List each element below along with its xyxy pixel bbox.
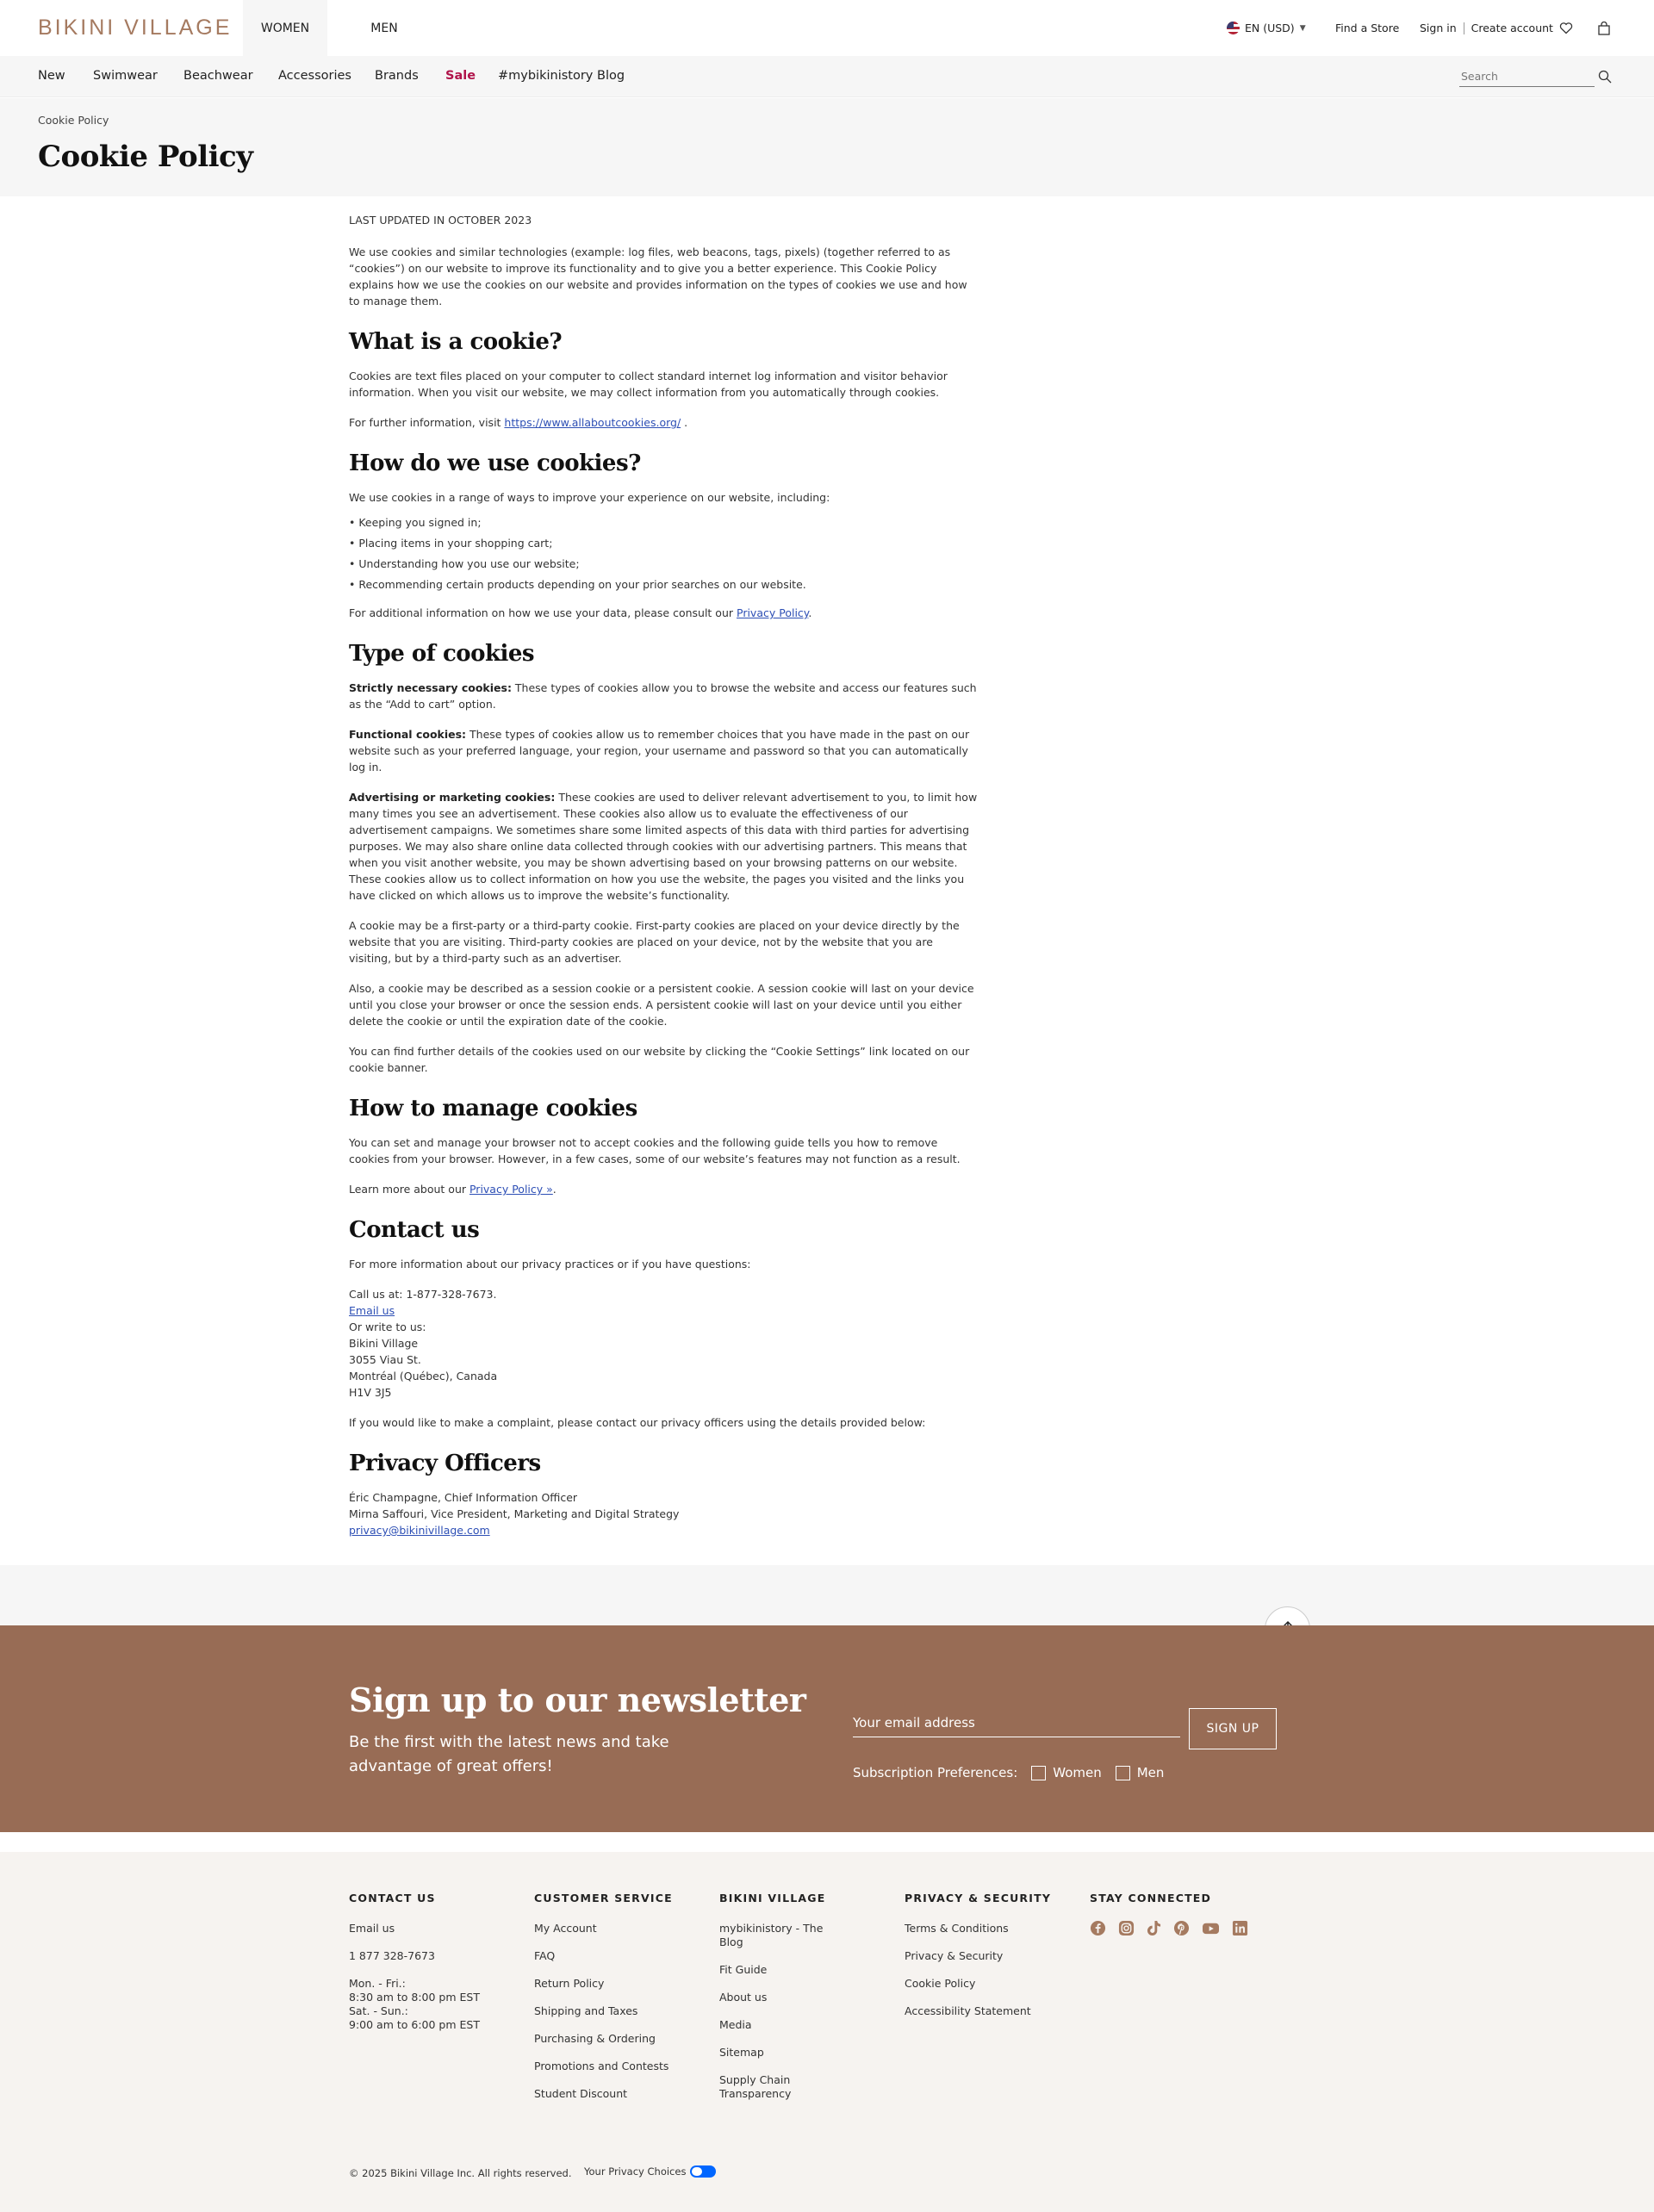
footer-privacy-column (905, 1892, 1051, 2032)
footer-link-accessibility[interactable]: Accessibility Statement (905, 2004, 1031, 2017)
footer-heading: BIKINI VILLAGE (719, 1892, 826, 1904)
hours-line: 9:00 am to 6:00 pm EST (349, 2018, 480, 2031)
functional-text: These types of cookies allow us to remember choices that you have made in the past on our website such as your preferred language, your region, your username and password so that you can automatically log in. (349, 728, 970, 774)
footer-link-cookie-policy[interactable]: Cookie Policy (905, 1977, 976, 1990)
strict-text: These types of cookies allow you to browse the website and access our features such as the “Add to cart” option. (349, 681, 977, 711)
manage-paragraph: You can set and manage your browser not to accept cookies and the following guide tells you how to remove cookies from your browser. However, in a few cases, some of our website’s features may not function as a result. (349, 1136, 961, 1165)
privacy-choices-label: Your Privacy Choices (584, 2165, 687, 2178)
advertising-text: These cookies are used to deliver relevant advertisement to you, to limit how many times you see an advertisement. These cookies also allow us to evaluate the effectiveness of our advertisement campaigns. We sometimes share some limited aspects of this data with third parties for advertising purposes. We may also share online data collected through cookies with our advertising partners. This means that when you visit another website, you may be shown advertising based on your browsing patterns on our website. These cookies allow us to collect information on how you use the website, the pages you visited and the links you have clicked on which allows us to improve the website’s functionality. (349, 791, 978, 902)
women-checkbox-label[interactable]: Women (1053, 1765, 1102, 1780)
footer-heading: CONTACT US (349, 1892, 436, 1904)
nav-brands[interactable]: Brands (375, 69, 419, 83)
category-nav (0, 56, 1654, 97)
privacy-policy-link[interactable]: Privacy Policy (737, 606, 809, 619)
newsletter-email-input[interactable] (853, 1708, 1180, 1737)
allaboutcookies-link[interactable]: https://www.allaboutcookies.org/ (504, 416, 681, 429)
address-line: 3055 Viau St. (349, 1353, 421, 1366)
chevron-down-icon: ▼ (1299, 23, 1306, 33)
further-info-text: For further information, visit (349, 416, 505, 429)
strict-label: Strictly necessary cookies: (349, 681, 512, 694)
footer-heading: STAY CONNECTED (1090, 1892, 1212, 1904)
privacy-choices-link[interactable] (584, 2165, 716, 2178)
find-store-link[interactable]: Find a Store (1335, 22, 1400, 34)
list-item: • Understanding how you use our website; (349, 557, 580, 570)
footer-link-fit-guide[interactable]: Fit Guide (719, 1963, 768, 1976)
footer-link-shipping[interactable]: Shipping and Taxes (534, 2004, 638, 2017)
functional-label: Functional cookies: (349, 728, 467, 741)
wishlist-button[interactable] (1559, 0, 1573, 56)
functional-cookies-paragraph (349, 726, 978, 775)
hours-line: 8:30 am to 8:00 pm EST (349, 1991, 480, 2004)
newsletter-subtitle: Be the first with the latest news and take advantage of great offers! (349, 1733, 669, 1775)
nav-beachwear[interactable]: Beachwear (183, 69, 253, 83)
locale-label: EN (USD) (1245, 22, 1295, 34)
additional-info-paragraph (349, 605, 978, 621)
breadcrumb[interactable]: Cookie Policy (38, 114, 109, 127)
list-item: • Placing items in your shopping cart; (349, 537, 553, 550)
privacy-policy-more-link[interactable]: Privacy Policy » (469, 1183, 553, 1196)
complaint-paragraph: If you would like to make a complaint, please contact our privacy officers using the details provided below: (349, 1416, 926, 1429)
call-line: Call us at: 1-877-328-7673. (349, 1288, 497, 1301)
footer-link-supply-chain[interactable]: Supply Chain Transparency (719, 2073, 792, 2100)
us-flag-icon (1227, 22, 1240, 34)
advertising-label: Advertising or marketing cookies: (349, 791, 556, 804)
section-heading-types: Type of cookies (349, 641, 535, 667)
address-line: H1V 3J5 (349, 1386, 392, 1399)
what-paragraph: Cookies are text files placed on your computer to collect standard internet log information and visitor behavior information. When you visit our website, we may collect information from you automatically through cookies. (349, 370, 948, 399)
section-heading-officers: Privacy Officers (349, 1451, 541, 1476)
sign-up-button[interactable]: SIGN UP (1189, 1708, 1277, 1749)
footer-link-privacy-security[interactable]: Privacy & Security (905, 1949, 1004, 1962)
officer-line: Éric Champagne, Chief Information Officer (349, 1491, 578, 1504)
search-icon[interactable] (1598, 70, 1612, 84)
social-icons (1090, 1920, 1248, 1936)
contact-intro: For more information about our privacy practices or if you have questions: (349, 1258, 751, 1271)
nav-sale[interactable]: Sale (445, 69, 476, 83)
privacy-email-link[interactable]: privacy@bikinivillage.com (349, 1524, 490, 1537)
facebook-icon[interactable] (1090, 1920, 1106, 1936)
nav-swimwear[interactable]: Swimwear (93, 69, 158, 83)
section-heading-contact: Contact us (349, 1217, 480, 1243)
men-checkbox-label[interactable]: Men (1136, 1765, 1165, 1780)
footer-link-purchasing[interactable]: Purchasing & Ordering (534, 2032, 656, 2045)
advertising-cookies-paragraph (349, 789, 978, 904)
footer-social-column (1090, 1892, 1248, 1936)
bag-icon (1598, 22, 1610, 35)
cart-button[interactable] (1598, 0, 1610, 56)
search-input[interactable] (1459, 66, 1595, 87)
list-item: • Keeping you signed in; (349, 516, 482, 529)
page-title: Cookie Policy (38, 140, 253, 174)
newsletter-title: Sign up to our newsletter (349, 1681, 806, 1719)
footer-link-faq[interactable]: FAQ (534, 1949, 556, 1962)
last-updated: LAST UPDATED IN OCTOBER 2023 (349, 214, 532, 227)
subscription-preferences (853, 1765, 1164, 1780)
address-line: Montréal (Québec), Canada (349, 1370, 498, 1382)
tab-women[interactable]: WOMEN (243, 0, 327, 56)
sign-in-link[interactable]: Sign in (1420, 22, 1457, 34)
list-item: • Recommending certain products depending on your prior searches on our website. (349, 578, 806, 591)
footer-link-student-discount[interactable]: Student Discount (534, 2087, 628, 2100)
men-checkbox[interactable] (1116, 1766, 1130, 1780)
footer-contact-column (349, 1892, 480, 2032)
account-links (1420, 0, 1553, 56)
policy-content (349, 212, 978, 1538)
newsletter-section (0, 1625, 1654, 1832)
privacy-choices-toggle-icon (690, 2165, 716, 2178)
learn-more-text: Learn more about our (349, 1183, 469, 1196)
address-line: Bikini Village (349, 1337, 419, 1350)
top-header (0, 0, 1654, 56)
officer-line: Mirna Saffouri, Vice President, Marketing and Digital Strategy (349, 1507, 680, 1520)
hours-line: Sat. - Sun.: (349, 2004, 408, 2017)
copyright-text: © 2025 Bikini Village Inc. All rights reserved. (349, 2167, 572, 2179)
section-heading-manage: How to manage cookies (349, 1096, 637, 1122)
contact-block (349, 1286, 978, 1401)
footer-heading: PRIVACY & SECURITY (905, 1892, 1052, 1904)
footer-email-link[interactable]: Email us (349, 1922, 395, 1935)
pre-footer-band (0, 1565, 1654, 1625)
how-use-intro: We use cookies in a range of ways to improve your experience on our website, including: (349, 491, 830, 504)
party-paragraph: A cookie may be a first-party or a third-party cookie. First-party cookies are placed on your device directly by the website that you are visiting. Third-party cookies are placed on your device, not by the website that you are visiting, but by a third-party such as an advertiser. (349, 919, 960, 965)
session-paragraph: Also, a cookie may be described as a session cookie or a persistent cookie. A session cookie will last on your device until you close your browser or once the session ends. A persistent cookie will last on your device until you either delete the cookie or until the expiration date of the cookie. (349, 982, 974, 1028)
logo[interactable]: BIKINI VILLAGE (38, 16, 233, 40)
write-line: Or write to us: (349, 1320, 426, 1333)
section-heading-how-use: How do we use cookies? (349, 450, 641, 476)
search-box (1459, 66, 1611, 89)
strict-cookies-paragraph (349, 680, 978, 712)
learn-more-paragraph (349, 1181, 978, 1197)
linkedin-icon[interactable] (1232, 1920, 1248, 1936)
footer-link-blog[interactable]: mybikinistory - The Blog (719, 1922, 824, 1948)
nav-new[interactable]: New (38, 69, 65, 83)
footer (0, 1852, 1654, 2212)
tab-men[interactable]: MEN (370, 21, 398, 35)
create-account-link[interactable]: Create account (1471, 22, 1553, 34)
hours-line: Mon. - Fri.: (349, 1977, 406, 1990)
section-heading-what: What is a cookie? (349, 329, 563, 355)
preferences-label: Subscription Preferences: (853, 1765, 1018, 1780)
learn-more-suffix: . (552, 1183, 557, 1196)
footer-link-my-account[interactable]: My Account (534, 1922, 597, 1935)
heart-icon (1559, 22, 1573, 34)
additional-info-suffix: . (808, 606, 812, 619)
footer-link-about[interactable]: About us (719, 1991, 768, 2004)
page-header (0, 98, 1654, 196)
women-checkbox[interactable] (1031, 1766, 1046, 1780)
details-paragraph: You can find further details of the cookies used on our website by clicking the “Cookie Settings” link located on our cookie banner. (349, 1045, 970, 1074)
further-info-suffix: . (681, 416, 688, 429)
footer-link-sitemap[interactable]: Sitemap (719, 2046, 764, 2059)
locale-selector[interactable] (1227, 0, 1306, 56)
footer-service-column (534, 1892, 673, 2115)
further-info-paragraph (349, 414, 978, 431)
nav-accessories[interactable]: Accessories (278, 69, 351, 83)
footer-link-media[interactable]: Media (719, 2018, 752, 2031)
email-us-link[interactable]: Email us (349, 1304, 395, 1317)
nav-blog[interactable]: #mybikinistory Blog (498, 69, 625, 83)
intro-paragraph: We use cookies and similar technologies (example: log files, web beacons, tags, pixels) (together referred to as “cookies”) on our website to improve its functionality and to give you a better experience. This Cookie Policy explains how we use the cookies on our website and provides information on the types of cookies we use and how to manage them. (349, 245, 967, 308)
pinterest-icon[interactable] (1173, 1920, 1190, 1936)
tiktok-icon[interactable] (1147, 1920, 1161, 1936)
additional-info-text: For additional information on how we use your data, please consult our (349, 606, 737, 619)
footer-link-terms[interactable]: Terms & Conditions (905, 1922, 1009, 1935)
instagram-icon[interactable] (1118, 1920, 1135, 1936)
footer-heading: CUSTOMER SERVICE (534, 1892, 673, 1904)
footer-bikini-column (719, 1892, 849, 2115)
youtube-icon[interactable] (1202, 1920, 1220, 1936)
footer-link-promotions[interactable]: Promotions and Contests (534, 2060, 669, 2072)
footer-phone[interactable]: 1 877 328-7673 (349, 1949, 435, 1962)
footer-link-return-policy[interactable]: Return Policy (534, 1977, 605, 1990)
usage-list (349, 514, 978, 593)
